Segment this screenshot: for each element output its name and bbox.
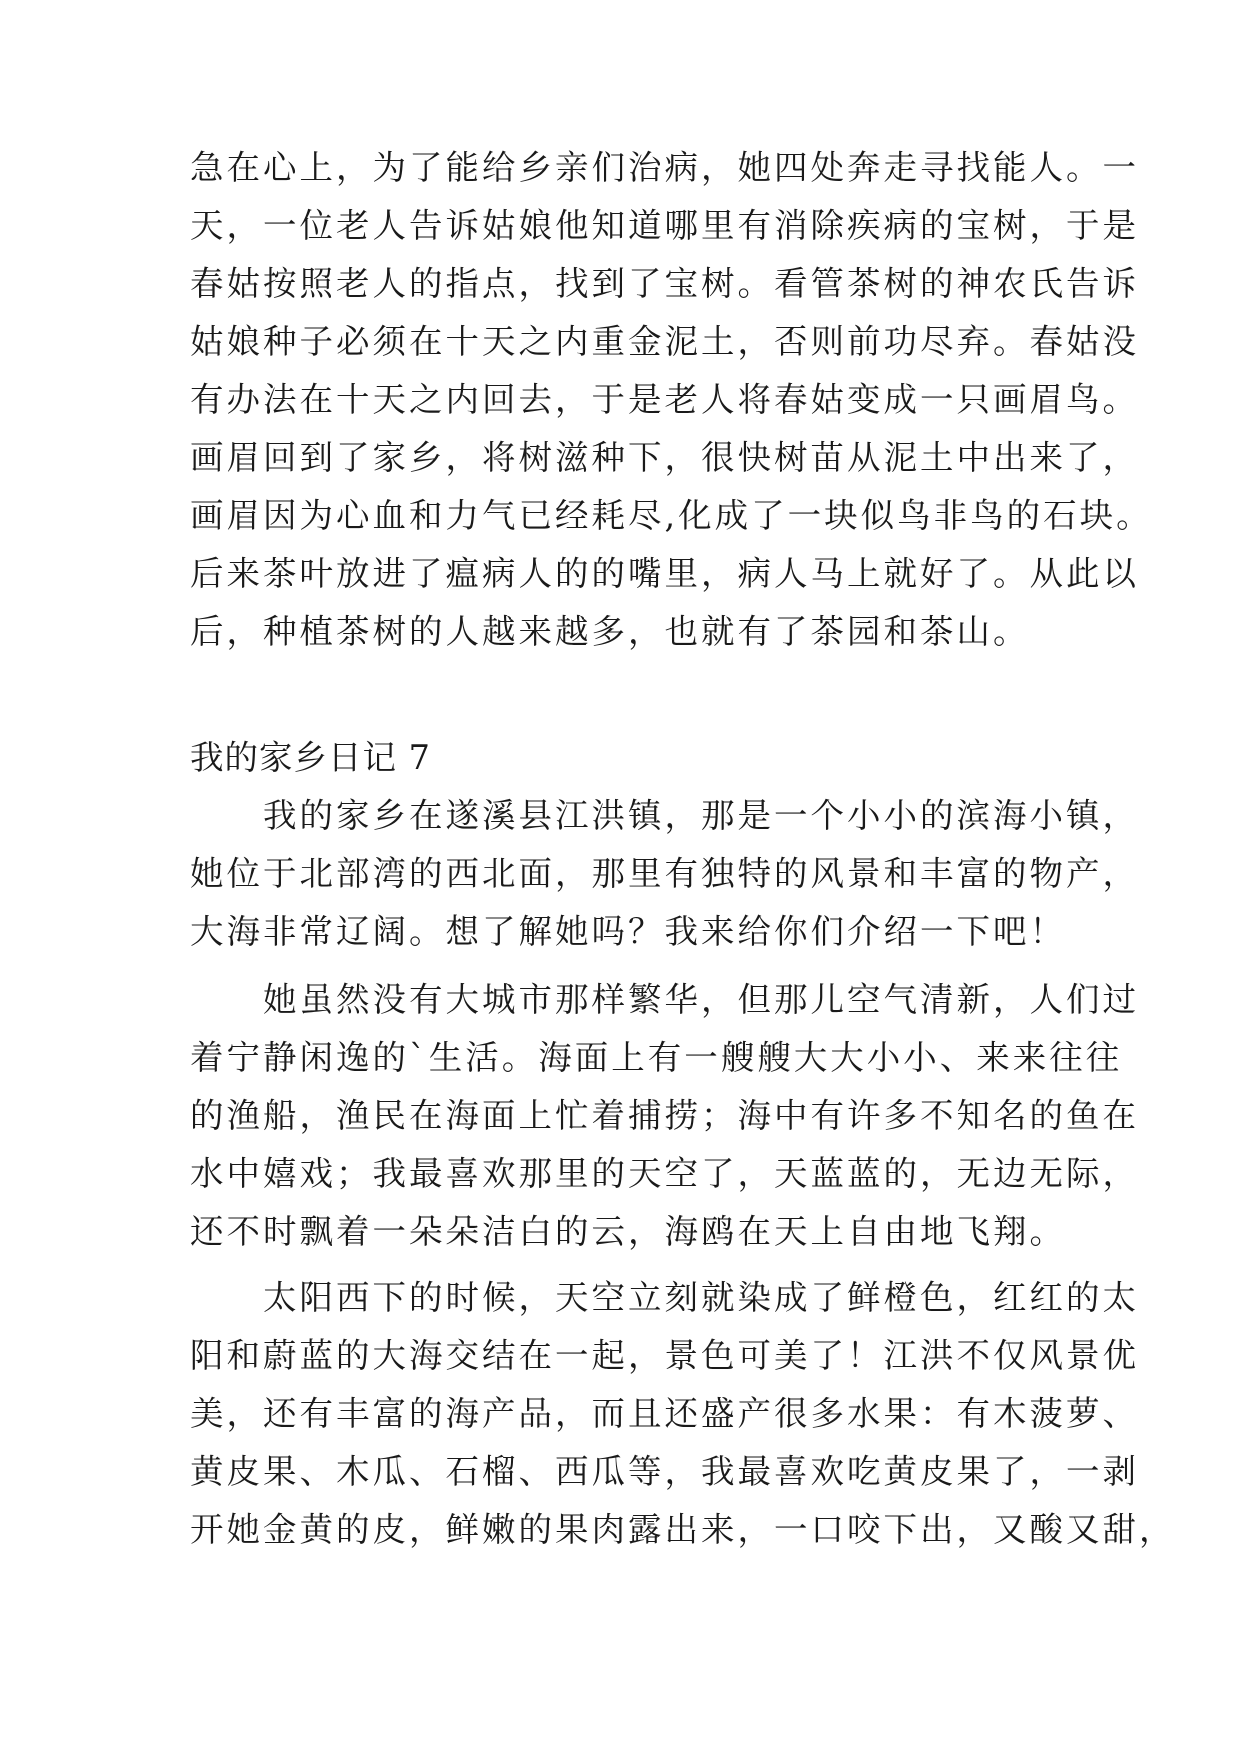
paragraph-line: 还不时飘着一朵朵洁白的云，海鸥在天上自由地飞翔。: [190, 1212, 1066, 1251]
paragraph-line: 着宁静闲逸的`生活。海面上有一艘艘大大小小、来来往往: [190, 1038, 1123, 1077]
story-line: 画眉回到了家乡，将树滋种下，很快树苗从泥土中出来了，: [190, 438, 1139, 477]
story-line: 画眉因为心血和力气已经耗尽,化成了一块似鸟非鸟的石块。: [190, 496, 1153, 535]
paragraph-line: 美，还有丰富的海产品，而且还盛产很多水果：有木菠萝、: [190, 1394, 1139, 1433]
story-line: 有办法在十天之内回去，于是老人将春姑变成一只画眉鸟。: [190, 380, 1139, 419]
story-line: 春姑按照老人的指点，找到了宝树。看管茶树的神农氏告诉: [190, 264, 1139, 303]
paragraph-line: 的渔船，渔民在海面上忙着捕捞；海中有许多不知名的鱼在: [190, 1096, 1139, 1135]
story-line: 姑娘种子必须在十天之内重金泥土，否则前功尽弃。春姑没: [190, 322, 1139, 361]
paragraph-line: 我的家乡在遂溪县江洪镇，那是一个小小的滨海小镇，: [190, 796, 1139, 835]
paragraph-line: 大海非常辽阔。想了解她吗？我来给你们介绍一下吧！: [190, 912, 1066, 951]
story-line: 天，一位老人告诉姑娘他知道哪里有消除疾病的宝树，于是: [190, 206, 1139, 245]
paragraph-line: 黄皮果、木瓜、石榴、西瓜等，我最喜欢吃黄皮果了，一剥: [190, 1452, 1139, 1491]
story-line: 后来茶叶放进了瘟病人的的嘴里，病人马上就好了。从此以: [190, 554, 1139, 593]
paragraph-line: 她位于北部湾的西北面，那里有独特的风景和丰富的物产，: [190, 854, 1139, 893]
paragraph-line: 她虽然没有大城市那样繁华，但那儿空气清新，人们过: [190, 980, 1139, 1019]
paragraph-line: 阳和蔚蓝的大海交结在一起，景色可美了！江洪不仅风景优: [190, 1336, 1139, 1375]
paragraph-line: 太阳西下的时候，天空立刻就染成了鲜橙色，红红的太: [190, 1278, 1139, 1317]
paragraph-line: 水中嬉戏；我最喜欢那里的天空了，天蓝蓝的，无边无际，: [190, 1154, 1139, 1193]
paragraph-line: 开她金黄的皮，鲜嫩的果肉露出来，一口咬下出，又酸又甜，: [190, 1510, 1176, 1549]
story-line: 急在心上，为了能给乡亲们治病，她四处奔走寻找能人。一: [190, 148, 1139, 187]
story-line: 后，种植茶树的人越来越多，也就有了茶园和茶山。: [190, 612, 1030, 651]
section-title: 我的家乡日记 7: [190, 738, 431, 777]
